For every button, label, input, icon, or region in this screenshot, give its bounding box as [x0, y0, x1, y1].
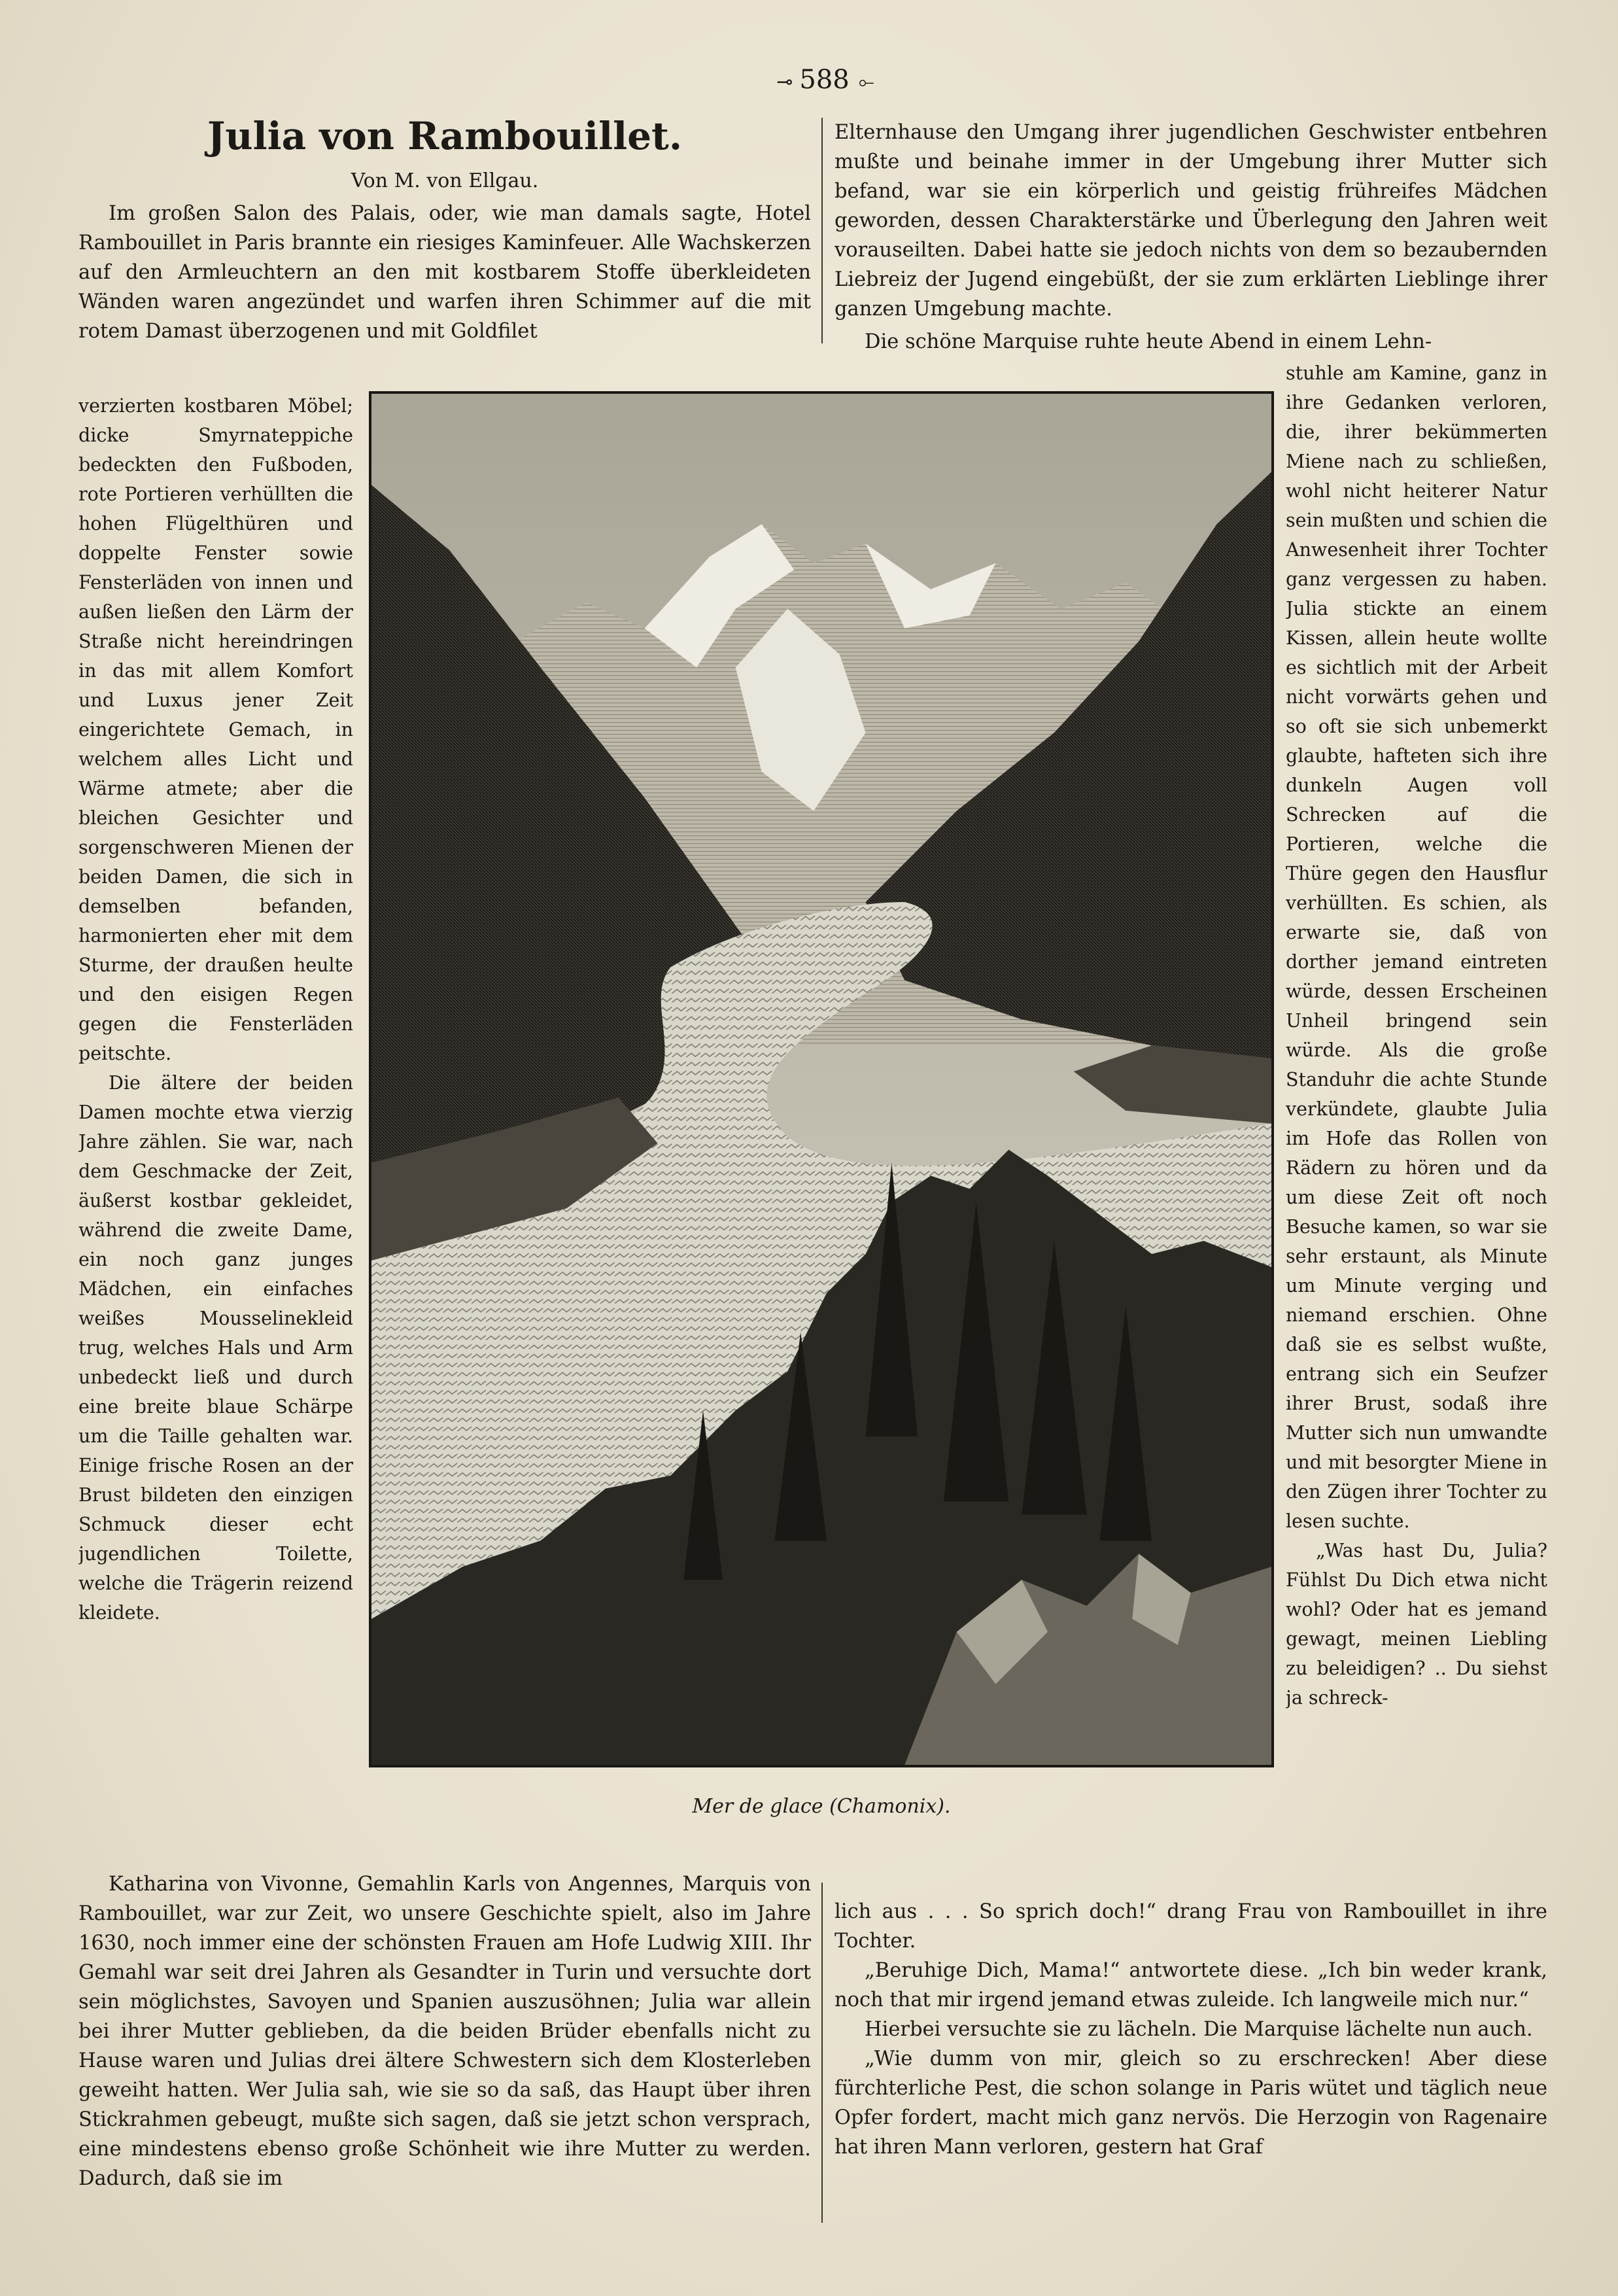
column-divider-top: [821, 118, 823, 343]
column-divider-bottom: [821, 1883, 823, 2223]
left-column-bottom-text: [78, 1870, 811, 2223]
engraving-figure: [369, 391, 1274, 1767]
paragraph: „Beruhige Dich, Mama!“ antwortete diese. „Ich bin weder krank, noch that mir irgend jemand etwas zuleide. Ich langweile mich nur.“: [835, 1959, 1547, 2011]
paragraph: Im großen Salon des Palais, oder, wie man damals sagte, Hotel Rambouillet in Paris brannte ein riesiges Kaminfeuer. Alle Wachskerzen auf den Armleuchtern an den mit kostbarem Stoffe überkleideten Wänden waren angezündet und warfen ihren Schimmer auf die mit rotem Damast überzogenen und mit Goldfilet: [78, 202, 811, 343]
paragraph: stuhle am Kamine, ganz in ihre Gedanken verloren, die, ihrer bekümmerten Miene nach zu schließen, wohl nicht heiterer Natur sein mußten und schien die Anwesenheit ihrer Tochter ganz vergessen zu haben. Julia stickte an einem Kissen, allein heute wollte es sichtlich mit der Arbeit nicht vorwärts gehen und so oft sie sich unbemerkt glaubte, hafteten sich ihre dunkeln Augen voll Schrecken auf die Portieren, welche die Thüre gegen den Hausflur verhüllten. Es schien, als erwarte sie, daß von dorther jemand eintreten würde, dessen Erscheinen Unheil bringend sein würde. Als die große Standuhr die achte Stunde verkündete, glaubte Julia im Hofe das Rollen von Rädern zu hören und da um diese Zeit oft noch Besuche kamen, so war sie sehr erstaunt, als Minute um Minute verging und niemand erschien. Ohne daß sie es selbst wußte, entrang sich ein Seufzer ihrer Brust, sodaß ihre Mutter sich nun umwandte und mit besorgter Miene in den Zügen ihrer Tochter zu lesen suchte.: [1286, 362, 1547, 1532]
ornament-left-icon: ⊸: [776, 71, 791, 94]
left-column-narrow-text: [78, 391, 353, 1870]
figure-caption: Mer de glace (Chamonix).: [692, 1795, 951, 1818]
article-byline: Von M. von Ellgau.: [351, 169, 539, 192]
mer-de-glace-illustration: [371, 394, 1271, 1765]
paragraph: „Was hast Du, Julia? Fühlst Du Dich etwa nicht wohl? Oder hat es jemand gewagt, meinen Liebling zu beleidigen? .. Du siehst ja schreck-: [1286, 1540, 1547, 1709]
page-number: ⊸ 588 ⟜: [776, 65, 872, 95]
paragraph: lich aus . . . So sprich doch!“ drang Frau von Rambouillet in ihre Tochter.: [835, 1900, 1547, 1953]
right-column-lead-line: [835, 327, 1547, 360]
paragraph: Hierbei versuchte sie zu lächeln. Die Marquise lächelte nun auch.: [865, 2018, 1533, 2041]
paragraph: Die schöne Marquise ruhte heute Abend in einem Lehn-: [865, 330, 1432, 353]
article-title: Julia von Rambouillet.: [207, 114, 683, 158]
paragraph: verzierten kostbaren Möbel; dicke Smyrnateppiche bedeckten den Fußboden, rote Portieren verhüllten die hohen Flügelthüren und doppelte Fenster sowie Fensterläden von innen und außen ließen den Lärm der Straße nicht hereindringen in das mit allem Komfort und Luxus jener Zeit eingerichtete Gemach, in welchem alles Licht und Wärme atmete; aber die bleichen Gesichter und sorgenschweren Mienen der beiden Damen, die sich in demselben befanden, harmonierten eher mit dem Sturme, der draußen heulte und den eisigen Regen gegen die Fensterläden peitschte.: [78, 395, 353, 1064]
right-column-narrow-text: [1286, 358, 1547, 1876]
paragraph: Katharina von Vivonne, Gemahlin Karls von Angennes, Marquis von Rambouillet, war zur Zeit, wo unsere Geschichte spielt, also im Jahre 1630, noch immer eine der schönsten Frauen am Hofe Ludwig XIII. Ihr Gemahl war seit drei Jahren als Gesandter in Turin und versuchte dort sein möglichstes, Savoyen und Spanien auszusöhnen; Julia war allein bei ihrer Mutter geblieben, da die beiden Brüder ebenfalls nicht zu Hause waren und Julias drei ältere Schwestern sich dem Klosterleben geweiht hatten. Wer Julia sah, wie sie so da saß, das Haupt über ihren Stickrahmen gebeugt, mußte sich sagen, daß sie jetzt schon versprach, eine mindestens ebenso große Schönheit wie ihre Mutter zu werden. Dadurch, daß sie im: [78, 1873, 811, 2190]
paragraph: „Wie dumm von mir, gleich so zu erschrecken! Aber diese fürchterliche Pest, die schon solange in Paris wütet und täglich neue Opfer fordert, macht mich ganz nervös. Die Herzogin von Ragenaire hat ihren Mann verloren, gestern hat Graf: [835, 2047, 1547, 2159]
left-column-top-text: [78, 199, 811, 389]
paragraph: Elternhause den Umgang ihrer jugendlichen Geschwister entbehren mußte und beinahe immer in der Umgebung ihrer Mutter sich befand, war sie ein körperlich und geistig frühreifes Mädchen geworden, dessen Charakterstärke und Überlegung den Jahren weit vorauseilten. Dabei hatte sie jedoch nichts von dem so bezaubernden Liebreiz der Jugend eingebüßt, der sie zum erklärten Lieblinge ihrer ganzen Umgebung machte.: [835, 121, 1547, 321]
right-column-top-text: [835, 118, 1547, 327]
right-column-bottom-text: [835, 1897, 1547, 2224]
paragraph: Die ältere der beiden Damen mochte etwa vierzig Jahre zählen. Sie war, nach dem Geschmacke der Zeit, äußerst kostbar gekleidet, während die zweite Dame, ein noch ganz junges Mädchen, ein einfaches weißes Mousselinekleid trug, welches Hals und Arm unbedeckt ließ und durch eine breite blaue Schärpe um die Taille gehalten war. Einige frische Rosen an der Brust bildeten den einzigen Schmuck dieser echt jugendlichen Toilette, welche die Trägerin reizend kleidete.: [78, 1072, 353, 1624]
ornament-right-icon: ⟜: [858, 71, 872, 94]
